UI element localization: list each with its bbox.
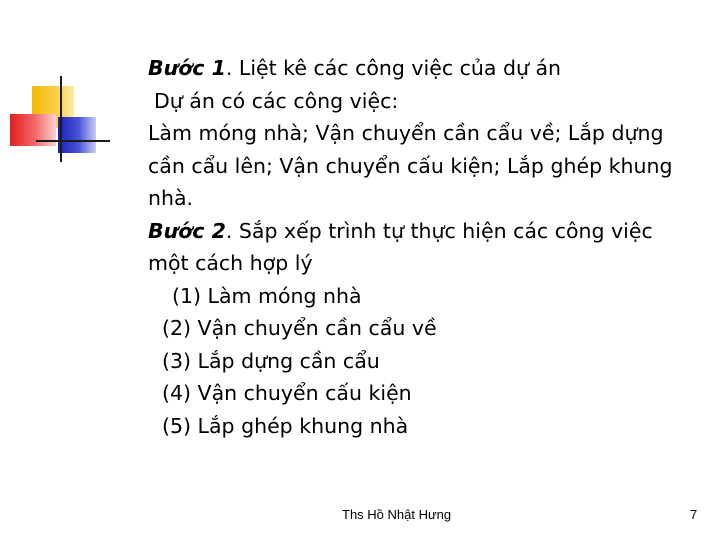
tasks-line-2: cần cẩu lên; Vận chuyển cấu kiện; Lắp ghép khung bbox=[148, 153, 673, 178]
vertical-line-decoration bbox=[60, 76, 62, 162]
order-item: (5) Lắp ghép khung nhà bbox=[162, 413, 409, 438]
slide-content bbox=[148, 52, 708, 442]
tasks-line-3: nhà. bbox=[148, 186, 194, 210]
intro-text: Dự án có các công việc: bbox=[154, 88, 399, 113]
step2-line bbox=[148, 215, 708, 248]
step1-title: Bước 1 bbox=[148, 56, 226, 80]
step2-title: Bước 2 bbox=[148, 218, 226, 243]
step1-text: . Liệt kê các công việc của dự án bbox=[225, 56, 562, 80]
order-item: (1) Làm móng nhà bbox=[172, 283, 362, 308]
blue-square-decoration bbox=[58, 117, 96, 153]
order-item: (3) Lắp dựng cần cẩu bbox=[162, 348, 380, 373]
horizontal-line-decoration bbox=[36, 140, 110, 142]
order-item: (4) Vận chuyển cấu kiện bbox=[162, 381, 412, 405]
page-number: 7 bbox=[690, 507, 698, 522]
step1-line bbox=[148, 52, 708, 85]
step2-line-2: một cách hợp lý bbox=[148, 251, 313, 275]
tasks-line-1: Làm móng nhà; Vận chuyển cần cẩu về; Lắp dựng bbox=[148, 121, 664, 145]
decorative-squares bbox=[0, 0, 110, 170]
order-item: (2) Vận chuyển cần cẩu về bbox=[162, 316, 437, 340]
step2-text: . Sắp xếp trình tự thực hiện các công việc bbox=[225, 218, 653, 243]
footer-author: Ths Hồ Nhật Hưng bbox=[342, 507, 452, 522]
